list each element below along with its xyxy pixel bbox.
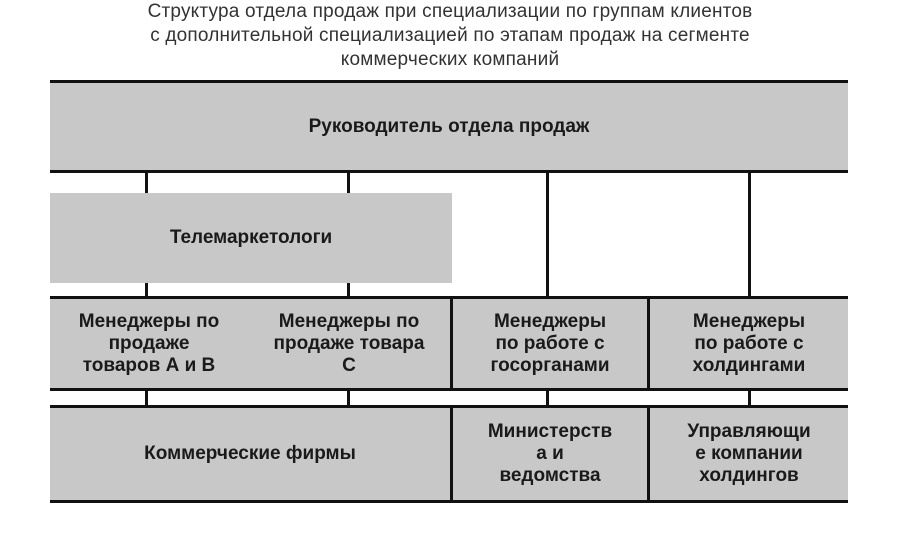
box-ministries bbox=[453, 408, 647, 500]
box-ministries-label: Министерств а и ведомства bbox=[487, 421, 613, 486]
connector-3 bbox=[546, 173, 549, 296]
connector-10 bbox=[748, 391, 751, 405]
box-managers-gov-label: Менеджеры по работе с госорганами bbox=[490, 310, 610, 376]
box-managers-gov bbox=[453, 299, 647, 388]
connector-8 bbox=[347, 391, 350, 405]
box-sales-head bbox=[50, 83, 848, 170]
box-managers-holdings bbox=[650, 299, 848, 388]
diagram-title bbox=[40, 0, 860, 72]
connector-9 bbox=[546, 391, 549, 405]
title-line-2: с дополнительной специализацией по этапам продаж на сегменте bbox=[150, 25, 750, 46]
rule-bottom bbox=[50, 500, 848, 503]
connector-7 bbox=[145, 391, 148, 405]
box-managers-c-label: Менеджеры по продаже товара С bbox=[273, 310, 425, 376]
connector-1 bbox=[145, 173, 148, 193]
box-managers-ab-label: Менеджеры по продаже товаров А и В bbox=[78, 310, 220, 376]
connector-2 bbox=[347, 173, 350, 193]
box-management-companies-label: Управляющи е компании холдингов bbox=[687, 421, 811, 486]
box-managers-holdings-label: Менеджеры по работе с холдингами bbox=[692, 310, 806, 376]
title-line-3: коммерческих компаний bbox=[340, 49, 560, 70]
rule-under-head bbox=[50, 170, 848, 173]
connector-5 bbox=[145, 283, 148, 296]
box-managers-c bbox=[248, 299, 450, 388]
box-commercial-firms bbox=[50, 408, 450, 500]
box-telemarketers bbox=[50, 193, 452, 283]
title-line-1: Структура отдела продаж при специализации по группам клиентов bbox=[147, 1, 753, 22]
box-management-companies bbox=[650, 408, 848, 500]
box-telemarketers-label: Телемаркетологи bbox=[169, 227, 333, 248]
box-managers-ab bbox=[50, 299, 248, 388]
box-sales-head-label: Руководитель отдела продаж bbox=[308, 115, 590, 137]
rule-under-managers bbox=[50, 388, 848, 391]
connector-4 bbox=[748, 173, 751, 296]
box-commercial-firms-label: Коммерческие фирмы bbox=[144, 443, 356, 464]
connector-6 bbox=[347, 283, 350, 296]
